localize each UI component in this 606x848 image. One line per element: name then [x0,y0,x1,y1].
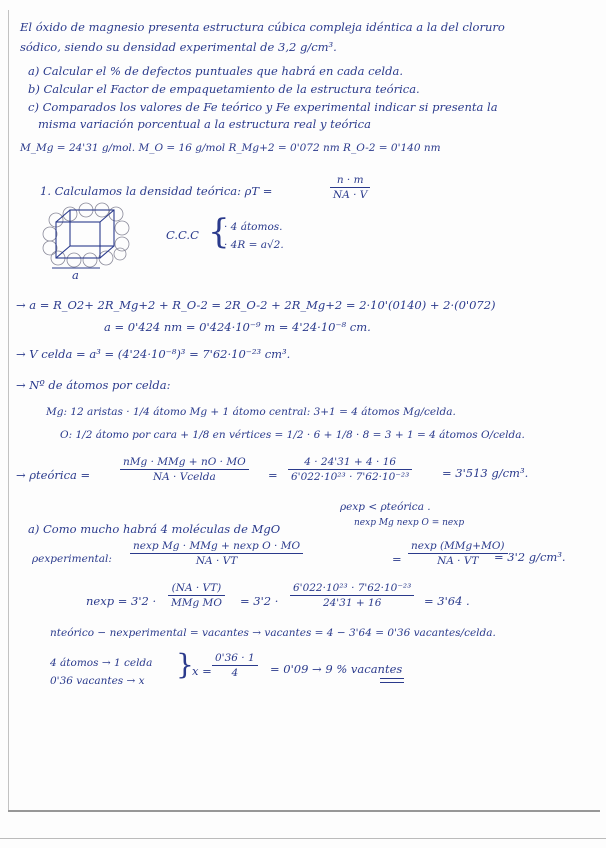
result-underline [380,678,404,679]
rho-theoretical-denominator: NA · Vcelda [152,471,216,483]
given-data: M_Mg = 24'31 g/mol. M_O = 16 g/mol R_Mg+2 = 0'072 nm R_O-2 = 0'140 nm [20,142,441,154]
rho-exp-fraction [130,540,303,567]
edge-result: a = 0'424 nm = 0'424·10⁻⁹ m = 4'24·10⁻⁸ cm. [104,320,371,334]
cube-sketch [36,198,132,274]
statement-line-2: sódico, siendo su densidad experimental de 3,2 g/cm³. [20,40,337,54]
edge-calc: → a = R_O2+ 2R_Mg+2 + R_O-2 = 2R_O-2 + 2R_Mg+2 = 2·10'(0140) + 2·(0'072) [16,298,496,312]
x-numerator: 0'36 · 1 [212,652,258,666]
brace-icon-2: } [176,648,194,681]
rho-exp-numerator: nexp Mg · MMg + nexp O · MO [130,540,303,554]
nexp-mid: = 3'2 · [240,594,279,608]
o-count: O: 1/2 átomo por cara + 1/8 en vértices = 1/2 · 6 + 1/8 · 8 = 3 + 1 = 4 átomos O/celda. [60,429,525,441]
rho-theoretical-values [288,456,412,483]
rule-of-three-1: 4 átomos → 1 celda [50,657,153,669]
brace-icon: { [208,212,230,252]
density-numerator: n · m [330,174,370,188]
nexp-denominator: MMg MO [171,597,222,609]
question-a: a) Calcular el % de defectos puntuales que habrá en cada celda. [28,64,403,78]
notebook-page: El óxido de magnesio presenta estructura cúbica compleja idéntica a la del cloruro sódico, siendo su densidad experimental de 3,2 g/cm³. a) Calcular el % de defectos puntuales que habrá en cada celda. b) Calcular el Factor de empaquetamiento de la estructura teórica. c) Comparados los valores de Fe teórico y Fe experimental indicar si presenta la misma variación porcentual a la estructura real y teórica M_Mg = 24'31 g/mol. M_O = 16 g/mol R_Mg+2 = 0'072 nm R_O-2 = 0'140 nm 1. Calculamos la densidad teórica: ρT = $\frac{n \cdot m}{NA \cdot V}$ a C.C.C { · 4 átomos. · 4R = a√2. → a = R_O2+ 2R_Mg+2 + R_O-2 = 2R_O-2 + 2R_Mg+2 = 2·10'(0140) + 2·(0'072) a = 0'424 nm = 0'424·10⁻⁹ m = 4'24·10⁻⁸ cm. → V celda = a³ = (4'24·10⁻⁸)³ = 7'62·10⁻²³ cm³. → Nº de átomos por celda: Mg: 12 aristas · 1/4 átomo Mg + 1 átomo central: 3+1 = 4 átomos Mg/celda. O: 1/2 átomo por cara + 1/8 en vértices = 1/2 · 6 + 1/8 · 8 = 3 + 1 = 4 átomos O/celda. → ρteórica = nMg · MMg + nO · MO NA · Vcelda = $\frac{4 \cdot 24'31 + 4 \cdot 16}{\text{6'022·10²³ · 7'62·10⁻²³}}$ = 3'513 g/cm³. ρexp < ρteórica . nexp Mg nexp O = nexp a) Como mucho habrá 4 moléculas de MgO ρexperimental: nexp Mg · MMg + nexp O · MO NA · VT = nexp (MMg+MO) NA · VT = 3'2 g/cm³. nexp = 3'2 · (NA · VT) MMg MO = 3'2 · $\frac{\text{6'022·10²³ · 7'62·10⁻²³}}{24'31 + 16}$ = 3'64 . nteórico − nexperimental = vacantes → vacantes = 4 − 3'64 = 0'36 vacantes/celda. 4 átomos → 1 celda 0'36 vacantes → x } x = $\frac{0'36 \cdot 1}{4}$ = 0'09 → 9 % vacantes [0,0,606,848]
vacancies-line: nteórico − nexperimental = vacantes → vacantes = 4 − 3'64 = 0'36 vacantes/celda. [50,627,496,639]
rho-exp-denominator: NA · VT [195,555,238,567]
rho-values-numerator: 4 · 24'31 + 4 · 16 [288,456,412,470]
x-label: x = [192,664,212,678]
page-left-edge [8,10,9,810]
page-bottom-line [0,838,606,839]
density-fraction [330,174,370,201]
density-denominator: NA · V [333,189,368,201]
cube-edge-label: a [72,268,79,282]
rho-exp-denominator-2: NA · VT [437,555,479,567]
nexp-denominator-2: 24'31 + 16 [322,597,382,609]
rho-theoretical-numerator: nMg · MMg + nO · MO [120,456,249,470]
vacancy-percent-result: = 0'09 → 9 % vacantes [270,662,403,676]
nexp-note: nexp Mg nexp O = nexp [354,518,465,528]
ccc-label: C.C.C [166,228,199,242]
rho-exp-numerator-2: nexp (MMg+MO) [408,540,508,554]
question-c-line-1: c) Comparados los valores de Fe teórico y Fe experimental indicar si presenta la [28,100,498,114]
cell-volume: → V celda = a³ = (4'24·10⁻⁸)³ = 7'62·10⁻²³ cm³. [16,347,291,361]
mg-count: Mg: 12 aristas · 1/4 átomo Mg + 1 átomo central: 3+1 = 4 átomos Mg/celda. [46,406,456,418]
nexp-numerator: (NA · VT) [168,582,225,596]
statement-line-1: El óxido de magnesio presenta estructura cúbica compleja idéntica a la del cloruro [20,20,505,34]
rho-theoretical-label: → ρteórica = [16,468,91,482]
ccc-atoms: · 4 átomos. [224,221,283,233]
rho-theoretical-fraction [120,456,249,483]
rho-comparison-note: ρexp < ρteórica . [340,501,431,513]
question-b: b) Calcular el Factor de empaquetamiento de la estructura teórica. [28,82,420,96]
rho-exp-result: = 3'2 g/cm³. [494,550,566,564]
result-underline-2 [380,682,404,683]
ccc-relation: · 4R = a√2. [224,239,284,251]
rho-exp-fraction-2 [408,540,508,567]
x-denominator: 4 [231,667,239,679]
nexp-label: nexp = 3'2 · [86,594,157,608]
molecules-statement: a) Como mucho habrá 4 moléculas de MgO [28,522,281,536]
rule-of-three-2: 0'36 vacantes → x [50,675,145,687]
rho-exp-label: ρexperimental: [32,553,112,565]
nexp-fraction [168,582,225,609]
density-title: 1. Calculamos la densidad teórica: ρT = [40,184,273,198]
question-c-line-2: misma variación porcentual a la estructura real y teórica [38,117,371,131]
rho-theoretical-result: = 3'513 g/cm³. [442,466,529,480]
nexp-fraction-2 [290,582,414,609]
rho-values-denominator: 6'022·10²³ · 7'62·10⁻²³ [291,471,410,483]
nexp-result: = 3'64 . [424,594,470,608]
page-bottom-edge [8,810,600,812]
atoms-title: → Nº de átomos por celda: [16,378,171,392]
x-fraction [212,652,258,679]
nexp-numerator-2: 6'022·10²³ · 7'62·10⁻²³ [290,582,414,596]
